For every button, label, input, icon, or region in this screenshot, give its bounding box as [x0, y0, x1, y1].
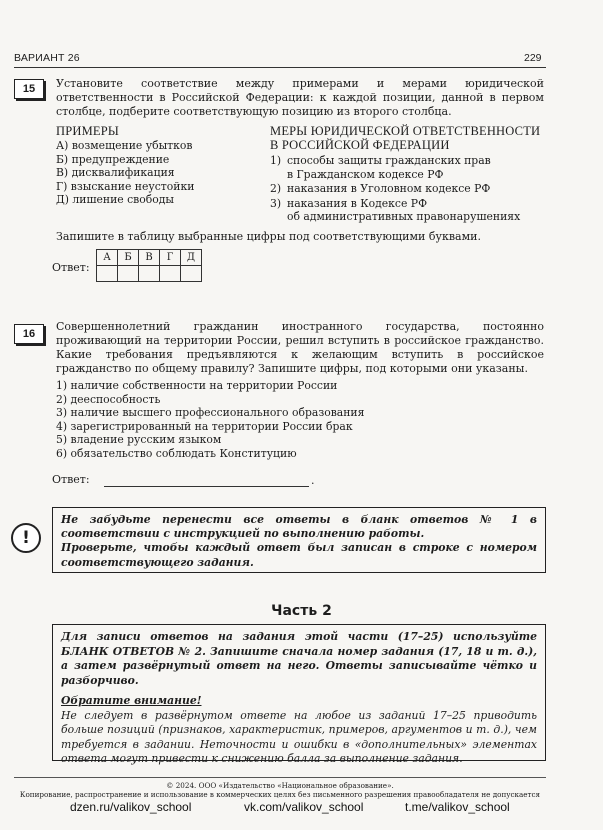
option-item: 1) наличие собственности на территории России — [56, 379, 338, 392]
notice-line-1: Не забудьте перенести все ответы в бланк ответов № 1 в соответствии с инструкцией по выполнению работы. — [61, 513, 537, 541]
measure-text-block — [287, 197, 520, 224]
question-number-16: 16 — [14, 324, 44, 344]
measure-text: наказания в Уголовном кодексе РФ — [287, 182, 491, 196]
footer-copyright: © 2024. ООО «Издательство «Национальное образование». — [166, 781, 394, 790]
measure-num: 3) — [270, 196, 282, 210]
option-item: 3) наличие высшего профессионального образования — [56, 406, 365, 420]
header-divider — [14, 67, 546, 68]
answer-table-letters-row — [97, 250, 202, 266]
question-number-15: 15 — [14, 79, 44, 99]
option-item: 6) обязательство соблюдать Конституцию — [56, 446, 297, 460]
examples-heading: ПРИМЕРЫ — [56, 124, 120, 138]
letter-cell: А — [97, 250, 118, 266]
answer-cell-a[interactable] — [97, 266, 118, 282]
table-instruction: Запишите в таблицу выбранные цифры под соответствующими буквами. — [56, 230, 481, 243]
question-15-text: Установите соответствие между примерами и мерами юридической ответственности в Российской Федерации: к каждой позиции, данной в первом столбце, подберите соответствующую позицию из второго столбца. — [56, 77, 544, 118]
letter-cell: В — [139, 250, 160, 266]
notice-line-2: Проверьте, чтобы каждый ответ был записан в строке с номером соответствующего задания. — [61, 541, 537, 569]
answer-cell-g[interactable] — [160, 266, 181, 282]
measures-heading-1: МЕРЫ ЮРИДИЧЕСКОЙ ОТВЕТСТВЕННОСТИ — [270, 124, 541, 138]
measure-item — [270, 182, 550, 196]
answer-cell-b[interactable] — [118, 266, 139, 282]
attention-heading: Обратите внимание! — [61, 694, 202, 708]
part-2-instruction: Для записи ответов на задания этой части (17–25) используйте БЛАНК ОТВЕТОВ № 2. Запишите сначала номер задания (17, 18 и т. д.), а затем развёрнутый ответ на него. Ответы записывайте чётко и разборчиво. — [61, 630, 537, 687]
footer-rights: Копирование, распространение и использование в коммерческих целях без письменного разрешения правообладателя не допускается — [19, 790, 541, 799]
measure-text-cont: об административных правонарушениях — [287, 210, 521, 224]
measure-text: способы защиты гражданских прав — [287, 154, 491, 167]
example-item: Б) предупреждение — [56, 152, 170, 166]
measure-item — [270, 197, 550, 224]
notice-box — [52, 507, 546, 573]
footer-divider — [14, 777, 546, 778]
letter-cell: Г — [160, 250, 181, 266]
part-2-instructions-box — [52, 624, 546, 766]
part-2-title: Часть 2 — [271, 603, 332, 619]
answer-table-15 — [96, 249, 202, 282]
example-item: А) возмещение убытков — [56, 139, 193, 152]
variant-label: ВАРИАНТ 26 — [14, 52, 80, 64]
options-list-16 — [56, 379, 364, 461]
measure-num: 2) — [270, 182, 282, 196]
measure-num: 1) — [270, 154, 282, 167]
measure-text-cont: в Гражданском кодексе РФ — [287, 167, 444, 181]
answer-cell-d[interactable] — [181, 266, 202, 282]
answer-label-15: Ответ: — [52, 261, 90, 274]
example-item: Д) лишение свободы — [56, 193, 174, 207]
question-16-text: Совершеннолетний гражданин иностранного государства, постоянно проживающий на территории России, решил вступить в российское гражданство. Какие требования предъявляются к желающим вступить в российское гражданство по общему правилу? Запишите цифры, под которыми они указаны. — [56, 320, 544, 375]
page-number: 229 — [524, 52, 542, 64]
measure-text-block — [287, 154, 491, 181]
measure-item — [270, 154, 550, 181]
example-item: Г) взыскание неустойки — [56, 179, 195, 193]
answer-line-end: . — [311, 474, 315, 487]
measures-heading-2: В РОССИЙСКОЙ ФЕДЕРАЦИИ — [270, 138, 450, 152]
attention-text: Не следует в развёрнутом ответе на любое из заданий 17–25 приводить больше позиций (признаков, характеристик, примеров, аргументов и т. д.), чем требуется в задании. Неточности и ошибки в «дополнительных» элементах ответа могут привести к снижению балла за выполнение задания. — [61, 708, 537, 766]
measure-text: наказания в Кодексе РФ — [287, 196, 428, 210]
exclamation-icon: ! — [11, 523, 41, 553]
answer-line-16[interactable] — [104, 486, 309, 487]
answer-label-16: Ответ: — [52, 473, 90, 486]
answer-cell-v[interactable] — [139, 266, 160, 282]
option-item: 4) зарегистрированный на территории России брак — [56, 419, 353, 433]
answer-table-input-row — [97, 266, 202, 282]
option-item: 5) владение русским языком — [56, 433, 222, 447]
letter-cell: Б — [118, 250, 139, 266]
examples-list — [56, 139, 194, 207]
example-item: В) дисквалификация — [56, 166, 175, 180]
link-vk[interactable]: vk.com/valikov_school — [244, 800, 364, 814]
measures-list — [270, 154, 550, 224]
letter-cell: Д — [181, 250, 202, 266]
link-dzen[interactable]: dzen.ru/valikov_school — [70, 800, 192, 814]
option-item: 2) дееспособность — [56, 392, 161, 406]
link-telegram[interactable]: t.me/valikov_school — [405, 800, 510, 814]
